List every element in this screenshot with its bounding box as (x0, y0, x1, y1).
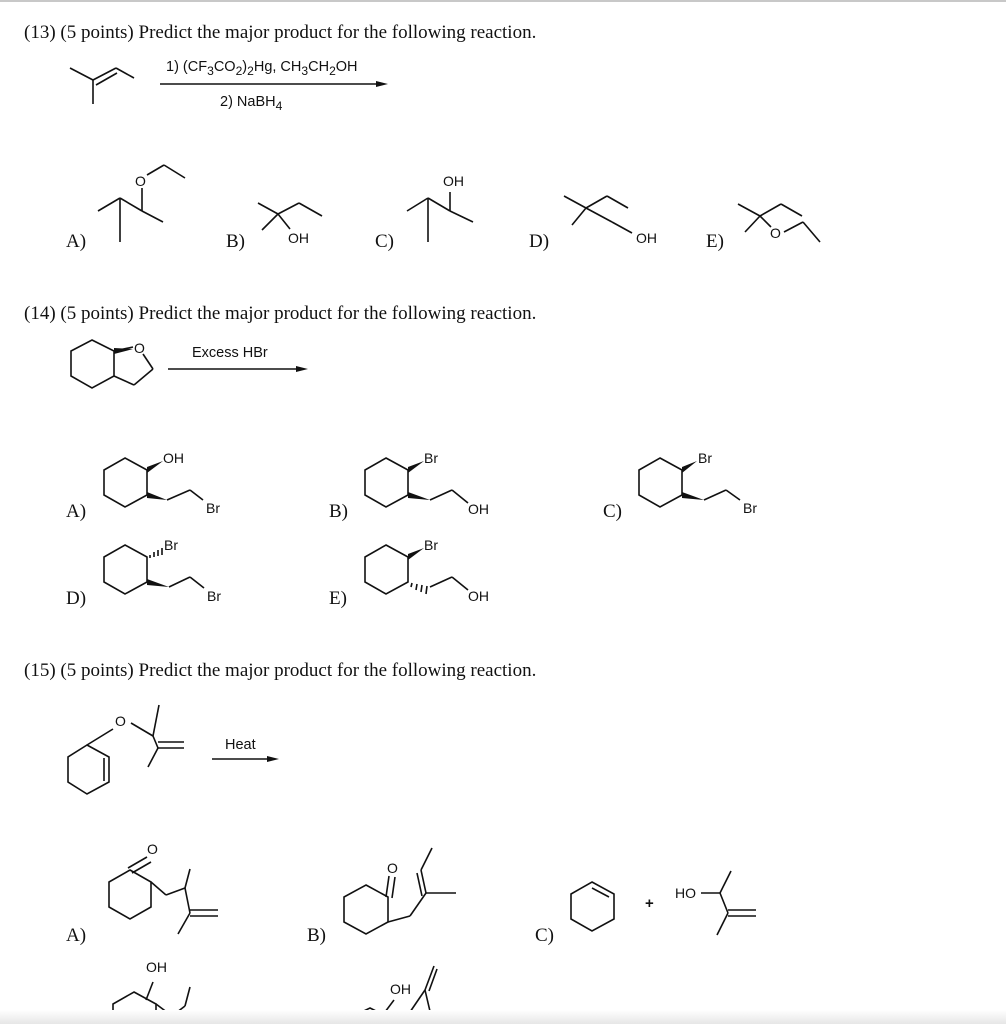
q13-choice-d-structure (564, 196, 632, 233)
q15-reaction-arrow (212, 756, 279, 762)
q14-choice-e-label: E) (329, 588, 347, 609)
q13-choice-d-atom-oh: OH (636, 230, 657, 246)
q13-choice-a-atom-o: O (135, 173, 146, 189)
q14-choice-e-structure (365, 545, 468, 594)
q14-choice-b-atom-oh: OH (468, 501, 489, 517)
q15-choice-c-structure (571, 871, 756, 935)
q15-reactant-atom-o: O (115, 713, 126, 729)
q15-choice-c-atom-ho: HO (675, 885, 696, 901)
q14-choice-d-atom-br-2: Br (207, 588, 221, 604)
q14-choice-a-label: A) (66, 501, 87, 522)
q13-choice-e-atom-o: O (770, 225, 781, 241)
q14-choice-d-atom-br-1: Br (164, 537, 178, 553)
q13-choice-c-label: C) (375, 231, 394, 252)
q14-choice-c-atom-br-2: Br (743, 500, 757, 516)
q14-reactant-atom-o: O (134, 340, 145, 356)
q13-conditions-step2: 2) NaBH$_4$ (220, 94, 283, 113)
q14-choice-c-label: C) (603, 501, 622, 522)
q13-choice-d-label: D) (529, 231, 550, 252)
q15-choice-e-atom-oh: OH (390, 981, 411, 997)
q15-choice-b-atom-o: O (387, 860, 398, 876)
q14-choice-a-atom-oh: OH (163, 450, 184, 466)
q15-reactant-structure (68, 705, 184, 794)
question-14-title: (14) (5 points) Predict the major product for the following reaction. (24, 303, 537, 324)
q14-choice-a-structure (104, 458, 203, 507)
q13-choice-b-atom-oh: OH (288, 230, 309, 246)
q15-choice-a-label: A) (66, 925, 87, 946)
q13-reaction-arrow (160, 81, 388, 87)
q14-choice-d-label: D) (66, 588, 87, 609)
q14-choice-c-atom-br-1: Br (698, 450, 712, 466)
q15-choice-b-label: B) (307, 925, 326, 946)
q14-choice-d-structure (104, 545, 204, 594)
q14-choice-b-atom-br: Br (424, 450, 438, 466)
q15-choice-a-structure (109, 857, 218, 934)
q15-choice-c-label: C) (535, 925, 554, 946)
question-13-title: (13) (5 points) Predict the major product for the following reaction. (24, 22, 537, 43)
page-bottom-fade (0, 1010, 1006, 1024)
q13-choice-a-label: A) (66, 231, 87, 252)
q15-conditions: Heat (225, 737, 256, 753)
q15-choice-a-atom-o: O (147, 841, 158, 857)
q14-choice-b-label: B) (329, 501, 348, 522)
q14-choice-a-atom-br: Br (206, 500, 220, 516)
q14-choice-b-structure (365, 458, 468, 507)
q15-choice-b-structure (344, 848, 456, 934)
q13-choice-c-atom-oh: OH (443, 173, 464, 189)
question-15-title: (15) (5 points) Predict the major product for the following reaction. (24, 660, 537, 681)
q13-choice-b-label: B) (226, 231, 245, 252)
q14-choice-c-structure (639, 458, 740, 507)
q15-choice-d-atom-oh: OH (146, 959, 167, 975)
q14-reaction-arrow (168, 366, 308, 372)
q13-reactant-structure (70, 68, 134, 104)
q13-choice-b-structure (258, 203, 322, 230)
q15-choice-c-plus-sign: + (645, 895, 654, 912)
q14-choice-e-atom-br: Br (424, 537, 438, 553)
q13-choice-e-label: E) (706, 231, 724, 252)
q14-conditions: Excess HBr (192, 345, 268, 361)
q14-choice-e-atom-oh: OH (468, 588, 489, 604)
q13-choice-c-structure (407, 192, 473, 242)
q13-conditions-step1: 1) $(CF_3CO_2)_2Hg$, $CH_3CH_2OH$ (166, 59, 358, 78)
